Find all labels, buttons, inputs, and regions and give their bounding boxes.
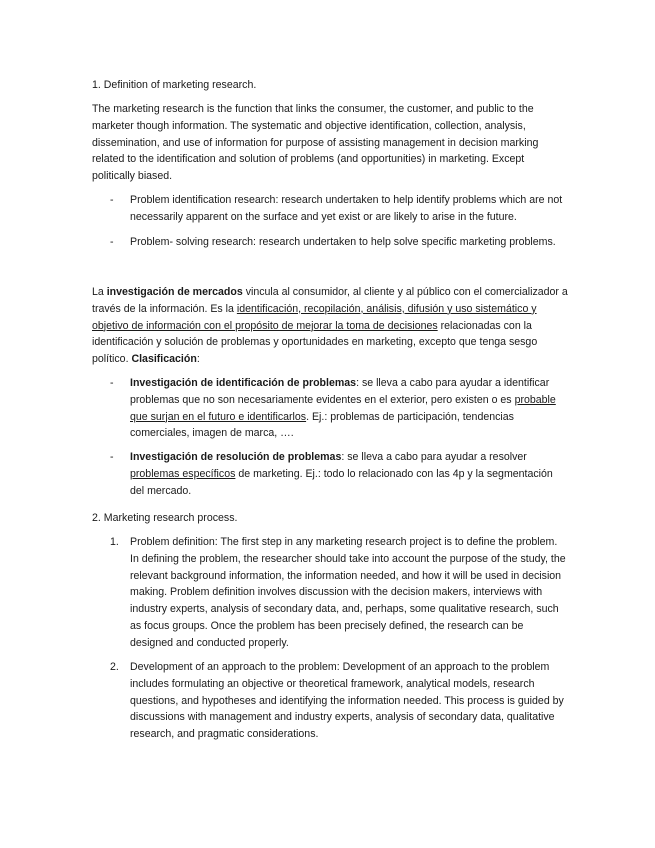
bullet-mark: - <box>110 451 114 463</box>
bullet-mark: - <box>110 194 114 206</box>
bullet-mark: - <box>110 236 114 248</box>
spanish-paragraph: La investigación de mercados vincula al consumidor, al cliente y al público con el comercializador a través de la información. Es la identificación, recopilación, análisis, difusión y uso sistemático y objetivo de información con el propósito de mejorar la toma de decisiones relacionadas con la identificación y solución de problemas y oportunidades en marketing, excepto que tenga sesgo político. Clasificación: <box>92 286 568 366</box>
bold-term: investigación de mercados <box>106 286 243 298</box>
section-2-heading: 2. Marketing research process. <box>92 512 238 524</box>
underlined-phrase: problemas específicos <box>130 467 236 480</box>
bold-term: Investigación de resolución de problemas <box>130 451 342 463</box>
section-1-paragraph: The marketing research is the function that links the consumer, the customer, and public to the marketer though information. The systematic and objective identification, collection, analysis, dissemination, and use of information for purpose of assisting management in decision marking related to the identification and solution of problems (and opportunities) in marketing. Except politically biased. <box>92 103 539 183</box>
underlined-phrase: probable que surjan en el futuro e identificarlos <box>130 393 556 423</box>
bullet-text: Investigación de identificación de problemas: se lleva a cabo para ayudar a identificar problemas que no son necesariamente evidentes en el exterior, pero existen o es probable que surjan en el futuro e identificarlos. Ej.: problemas de participación, tendencias comerciales, imagen de marca, …. <box>130 377 556 440</box>
list-text: Development of an approach to the problem: Development of an approach to the problem includes formulating an objective or theoretical framework, analytical models, research questions, and hypotheses and identifying the information needed. This process is guided by discussions with management and industry experts, analysis of secondary data, qualitative research, and pragmatic considerations. <box>130 661 564 741</box>
bullet-text: Problem- solving research: research undertaken to help solve specific marketing problems. <box>130 236 556 248</box>
list-text: Problem definition: The first step in any marketing research project is to define the problem. In defining the problem, the researcher should take into account the purpose of the study, the relevant background information, the information needed, and how it will be used in decision making. Problem definition involves discussion with the decision makers, interviews with industry experts, analysis of secondary data, and, perhaps, some qualitative research, such as focus groups. Once the problem has been precisely defined, the research can be designed and conducted properly. <box>130 536 566 649</box>
section-1-heading: 1. Definition of marketing research. <box>92 79 257 91</box>
list-number: 1. <box>110 536 119 548</box>
underlined-phrase: identificación, recopilación, análisis, difusión y uso sistemático y objetivo de información con el propósito de mejorar la toma de decisiones <box>92 302 537 332</box>
list-number: 2. <box>110 661 119 673</box>
bold-term: Investigación de identificación de problemas <box>130 377 357 389</box>
bullet-text: Investigación de resolución de problemas: se lleva a cabo para ayudar a resolver problemas específicos de marketing. Ej.: todo lo relacionado con las 4p y la segmentación del mercado. <box>130 451 553 497</box>
bullet-mark: - <box>110 377 114 389</box>
bold-term: Clasificación <box>131 353 197 366</box>
bullet-text: Problem identification research: research undertaken to help identify problems which are not necessarily apparent on the surface and yet exist or are likely to arise in the future. <box>130 194 563 223</box>
